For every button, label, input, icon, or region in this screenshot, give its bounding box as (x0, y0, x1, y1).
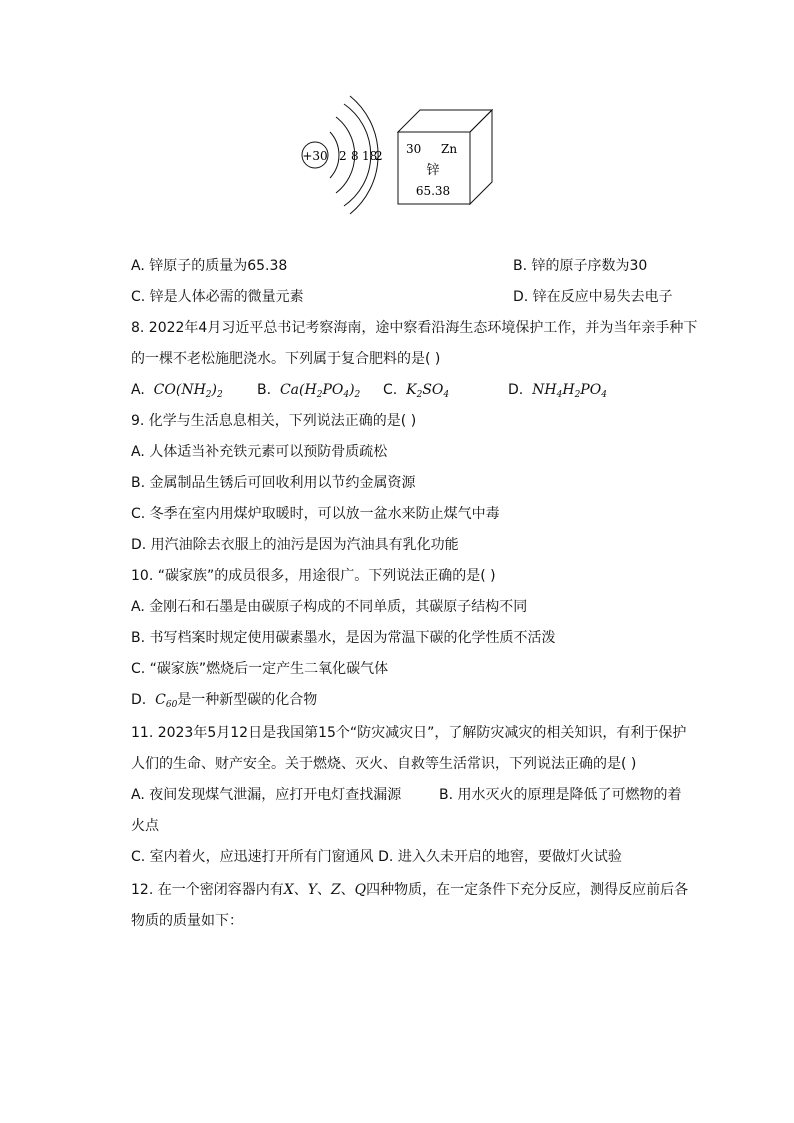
shell-count-3: 18 (362, 149, 378, 163)
q12-sep-2: 、 (316, 882, 331, 898)
cell-top-face (398, 110, 492, 132)
q12-var-x: X (283, 882, 294, 898)
q11-option-row-1 (131, 785, 682, 805)
shell-count-1: 2 (339, 149, 347, 163)
q11-option-row-2 (131, 847, 622, 867)
q11-stem-line-1: 11. 2023年5月12日是我国第15个“防灾减灾日”，了解防灾减灾的相关知识，有利于保护 (131, 725, 687, 741)
q8-option-d-label: D. (508, 382, 524, 398)
q12-sep-3: 、 (340, 882, 355, 898)
q7-option-row-2 (131, 287, 673, 307)
q10-option-d-label: D. (131, 692, 147, 708)
q8-option-a-label: A. (131, 382, 145, 398)
q10-option-d-text: 是一种新型碳的化合物 (177, 692, 318, 708)
q11-option-b-cont: 火点 (131, 818, 159, 834)
q10-stem: 10. “碳家族”的成员很多，用途很广。下列说法正确的是( ) (131, 568, 496, 584)
zinc-diagram (290, 92, 510, 222)
q9-option-d: D. 用汽油除去衣服上的油污是因为汽油具有乳化功能 (131, 537, 459, 553)
q9-option-b: B. 金属制品生锈后可回收利用以节约金属资源 (131, 475, 416, 491)
q12-var-y: Y (307, 882, 317, 898)
q7-option-b: B. 锌的原子序数为30 (513, 258, 648, 274)
q8-option-b (257, 380, 360, 400)
q8-option-b-formula: $Ca(H_2PO_4)_2$ (275, 382, 361, 400)
q8-option-d (508, 380, 607, 400)
q11-option-b: B. 用水灭火的原理是降低了可燃物的着 (439, 787, 682, 803)
element-mass: 65.38 (415, 184, 451, 198)
q9-option-c: C. 冬季在室内用煤炉取暖时，可以放一盆水来防止煤气中毒 (131, 506, 500, 522)
q7-option-d: D. 锌在反应中易失去电子 (513, 289, 673, 305)
nucleus-charge: +30 (302, 149, 328, 163)
q11-option-d: D. 进入久未开启的地窖，要做灯火试验 (378, 849, 622, 865)
q11-stem-line-2: 人们的生命、财产安全。关于燃烧、灭火、自救等生活常识，下列说法正确的是( ) (131, 756, 637, 772)
q8-stem-line-1: 8. 2022年4月习近平总书记考察海南，途中察看沿海生态环境保护工作，并为当年亲手种下 (131, 320, 698, 336)
q7-option-c: C. 锌是人体必需的微量元素 (131, 289, 304, 305)
q8-option-c-formula: $K_2SO_4$ (401, 382, 450, 400)
q10-option-d (131, 690, 317, 710)
q8-option-a-formula: $CO(NH_2)_2$ (149, 382, 223, 400)
q8-option-c-label: C. (383, 382, 398, 398)
q9-stem: 9. 化学与生活息息相关，下列说法正确的是( ) (131, 413, 417, 429)
q7-option-a: A. 锌原子的质量为65.38 (131, 258, 288, 274)
q8-option-b-label: B. (257, 382, 272, 398)
q10-option-a: A. 金刚石和石墨是由碳原子构成的不同单质，其碳原子结构不同 (131, 599, 528, 615)
q10-option-b: B. 书写档案时规定使用碳素墨水，是因为常温下碳的化学性质不活泼 (131, 630, 556, 646)
q7-option-row-1 (131, 256, 648, 276)
q12-stem-line-1 (131, 880, 688, 900)
cell-side-face (470, 110, 492, 204)
element-number: 30 (406, 142, 422, 156)
q12-var-q: Q (354, 882, 367, 898)
q12-stem-line-2: 物质的质量如下： (131, 913, 243, 929)
shell-count-4: 2 (375, 149, 383, 163)
c60-formula: $C_{60}$ (150, 692, 178, 710)
shell-count-2: 8 (351, 149, 359, 163)
q12-stem-suffix: 四种物质，在一定条件下充分反应，测得反应前后各 (366, 882, 689, 898)
q11-option-c: C. 室内着火，应迅速打开所有门窗通风 (131, 849, 374, 865)
q8-option-c (383, 380, 449, 400)
element-symbol: Zn (441, 142, 458, 156)
q12-sep-1: 、 (293, 882, 308, 898)
q8-option-d-formula: $NH_4H_2PO_4$ (527, 382, 607, 400)
q11-option-a: A. 夜间发现煤气泄漏，应打开电灯查找漏源 (131, 787, 402, 803)
q12-var-z: Z (330, 882, 341, 898)
shell-arc-1 (330, 132, 339, 178)
q8-options (131, 380, 607, 400)
element-name: 锌 (426, 163, 440, 178)
q8-stem-line-2: 的一棵不老松施肥浇水。下列属于复合肥料的是( ) (131, 351, 441, 367)
q9-option-a: A. 人体适当补充铁元素可以预防骨质疏松 (131, 444, 388, 460)
q12-stem-prefix: 12. 在一个密闭容器内有 (131, 882, 284, 898)
q10-option-c: C. “碳家族”燃烧后一定产生二氧化碳气体 (131, 661, 389, 677)
